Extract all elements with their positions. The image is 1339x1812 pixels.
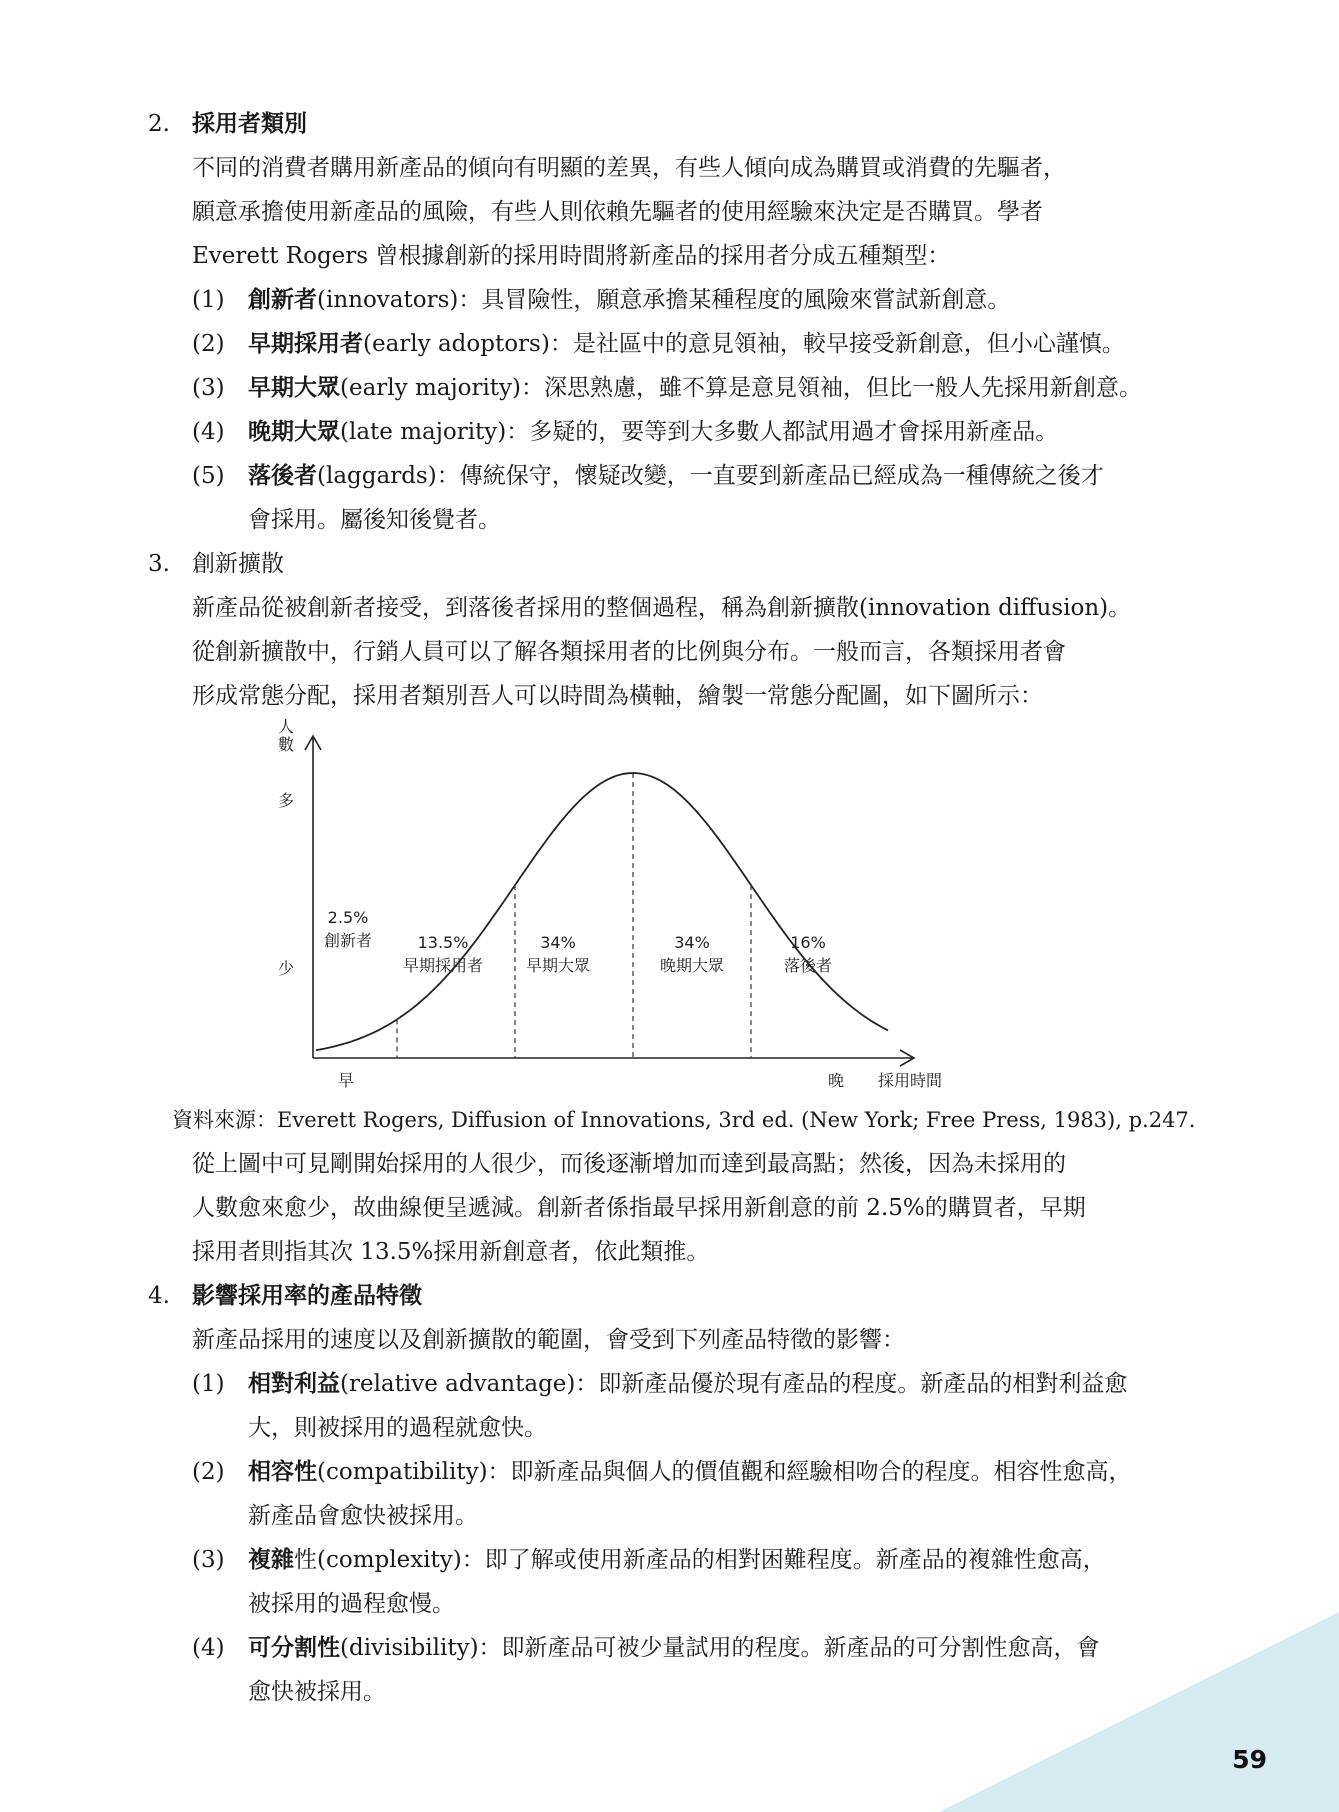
list-item-continuation: 被採用的過程愈慢。: [248, 1591, 455, 1617]
section2-para-line: Everett Rogers 曾根據創新的採用時間將新產品的採用者分成五種類型：: [192, 243, 951, 269]
section2-para-line: 不同的消費者購用新產品的傾向有明顯的差異，有些人傾向成為購買或消費的先驅者，: [192, 155, 1066, 181]
y-axis-label: 人數: [277, 717, 294, 754]
item-number: (2): [192, 331, 225, 357]
section2-number: 2.: [148, 111, 170, 137]
item-text: (innovators)：具冒險性，願意承擔某種程度的風險來嘗試新創意。: [317, 287, 1011, 313]
bell-curve: [316, 773, 888, 1050]
section4-heading: [148, 1274, 1248, 1318]
list-item: [148, 1362, 1248, 1406]
section4-para-line: 新產品採用的速度以及創新擴散的範圍，會受到下列產品特徵的影響：: [192, 1327, 905, 1353]
y-tick-high: 多: [277, 791, 294, 810]
item-term: 早期大眾: [248, 374, 340, 401]
item-number: (1): [192, 287, 225, 313]
section2-heading: [148, 102, 1248, 146]
item-text: (complexity)：即了解或使用新產品的相對困難程度。新產品的複雜性愈高，: [317, 1547, 1106, 1573]
item-term: 創新者: [248, 286, 317, 313]
segment-value: 34%: [540, 933, 576, 952]
item-number: (4): [192, 419, 225, 445]
y-tick-low: 少: [277, 959, 294, 978]
list-item: [148, 454, 1248, 498]
section2-para-line: 願意承擔使用新產品的風險，有些人則依賴先驅者的使用經驗來決定是否購買。學者: [192, 199, 1043, 225]
list-item-continuation: 會採用。屬後知後覺者。: [248, 507, 501, 533]
item-text: (divisibility)：即新產品可被少量試用的程度。新產品的可分割性愈高，會: [340, 1635, 1100, 1661]
segment-value: 13.5%: [417, 933, 469, 952]
item-number: (3): [192, 375, 225, 401]
item-text: (laggards)：傳統保守，懷疑改變，一直要到新產品已經成為一種傳統之後才: [317, 463, 1104, 489]
segment-name: 創新者: [323, 931, 372, 950]
section3-number: 3.: [148, 551, 170, 577]
item-term-plain: 性: [294, 1547, 317, 1573]
list-item: [148, 322, 1248, 366]
item-term: 早期採用者: [248, 330, 363, 357]
x-tick-early: 早: [338, 1071, 355, 1090]
list-item-continuation: 大，則被採用的過程就愈快。: [248, 1415, 547, 1441]
list-item-continuation: 愈快被採用。: [248, 1679, 386, 1705]
item-text: (compatibility)：即新產品與個人的價值觀和經驗相吻合的程度。相容性愈高，: [317, 1459, 1132, 1485]
segment-name: 早期大眾: [525, 956, 590, 975]
section3-para2-line: 從上圖中可見剛開始採用的人很少，而後逐漸增加而達到最高點；然後，因為未採用的: [192, 1151, 1066, 1177]
item-term: 相對利益: [248, 1370, 340, 1397]
item-text: (early adoptors)：是社區中的意見領袖，較早接受新創意，但小心謹慎。: [363, 331, 1125, 357]
section4-number: 4.: [148, 1283, 170, 1309]
list-item: [148, 1450, 1248, 1494]
item-text: (late majority)：多疑的，要等到大多數人都試用過才會採用新產品。: [340, 419, 1059, 445]
list-item: [148, 410, 1248, 454]
page-number: 59: [1232, 1745, 1267, 1774]
item-term: 複雜: [248, 1546, 294, 1573]
section3-para2-line: 人數愈來愈少，故曲線便呈遞減。創新者係指最早採用新創意的前 2.5%的購買者，早期: [192, 1195, 1086, 1221]
adoption-curve-figure: [268, 718, 1088, 1098]
item-term: 晚期大眾: [248, 418, 340, 445]
section3-title: 創新擴散: [192, 551, 284, 577]
item-term: 相容性: [248, 1458, 317, 1485]
section3-para-line: 新產品從被創新者接受，到落後者採用的整個過程，稱為創新擴散(innovation diffusion)。: [192, 595, 1132, 621]
segment-value: 16%: [790, 933, 826, 952]
section2-title: 採用者類別: [192, 110, 307, 137]
item-number: (4): [192, 1635, 225, 1661]
divider-lines: [397, 773, 751, 1058]
segment-name: 落後者: [783, 956, 832, 975]
item-term: 可分割性: [248, 1634, 340, 1661]
content: [148, 102, 1248, 1714]
figure-source: 資料來源：Everett Rogers, Diffusion of Innovations, 3rd ed. (New York; Free Press, 1983), p.247.: [172, 1108, 1196, 1132]
adoption-curve-chart: [268, 718, 1088, 1098]
section3-para-line: 從創新擴散中，行銷人員可以了解各類採用者的比例與分布。一般而言，各類採用者會: [192, 639, 1066, 665]
segment-name: 晚期大眾: [659, 956, 724, 975]
list-item: [148, 1626, 1248, 1670]
section3-para2-line: 採用者則指其次 13.5%採用新創意者，依此類推。: [192, 1239, 710, 1265]
list-item-continuation: 新產品會愈快被採用。: [248, 1503, 478, 1529]
list-item: [148, 1538, 1248, 1582]
item-number: (3): [192, 1547, 225, 1573]
item-text: (relative advantage)：即新產品優於現有產品的程度。新產品的相對利益愈: [340, 1371, 1128, 1397]
section3-para-line: 形成常態分配，採用者類別吾人可以時間為橫軸，繪製一常態分配圖，如下圖所示：: [192, 683, 1043, 709]
item-number: (5): [192, 463, 225, 489]
list-item: [148, 366, 1248, 410]
list-item: [148, 278, 1248, 322]
item-text: (early majority)：深思熟慮，雖不算是意見領袖，但比一般人先採用新創意。: [340, 375, 1143, 401]
item-term: 落後者: [248, 462, 317, 489]
section4-title: 影響採用率的產品特徵: [192, 1282, 422, 1309]
segment-value: 2.5%: [327, 908, 369, 927]
section3-heading: [148, 542, 1248, 586]
x-tick-late: 晚: [828, 1071, 845, 1090]
x-axis-label: 採用時間: [878, 1071, 943, 1090]
item-number: (1): [192, 1371, 225, 1397]
segment-value: 34%: [674, 933, 710, 952]
segment-name: 早期採用者: [402, 956, 483, 975]
item-number: (2): [192, 1459, 225, 1485]
